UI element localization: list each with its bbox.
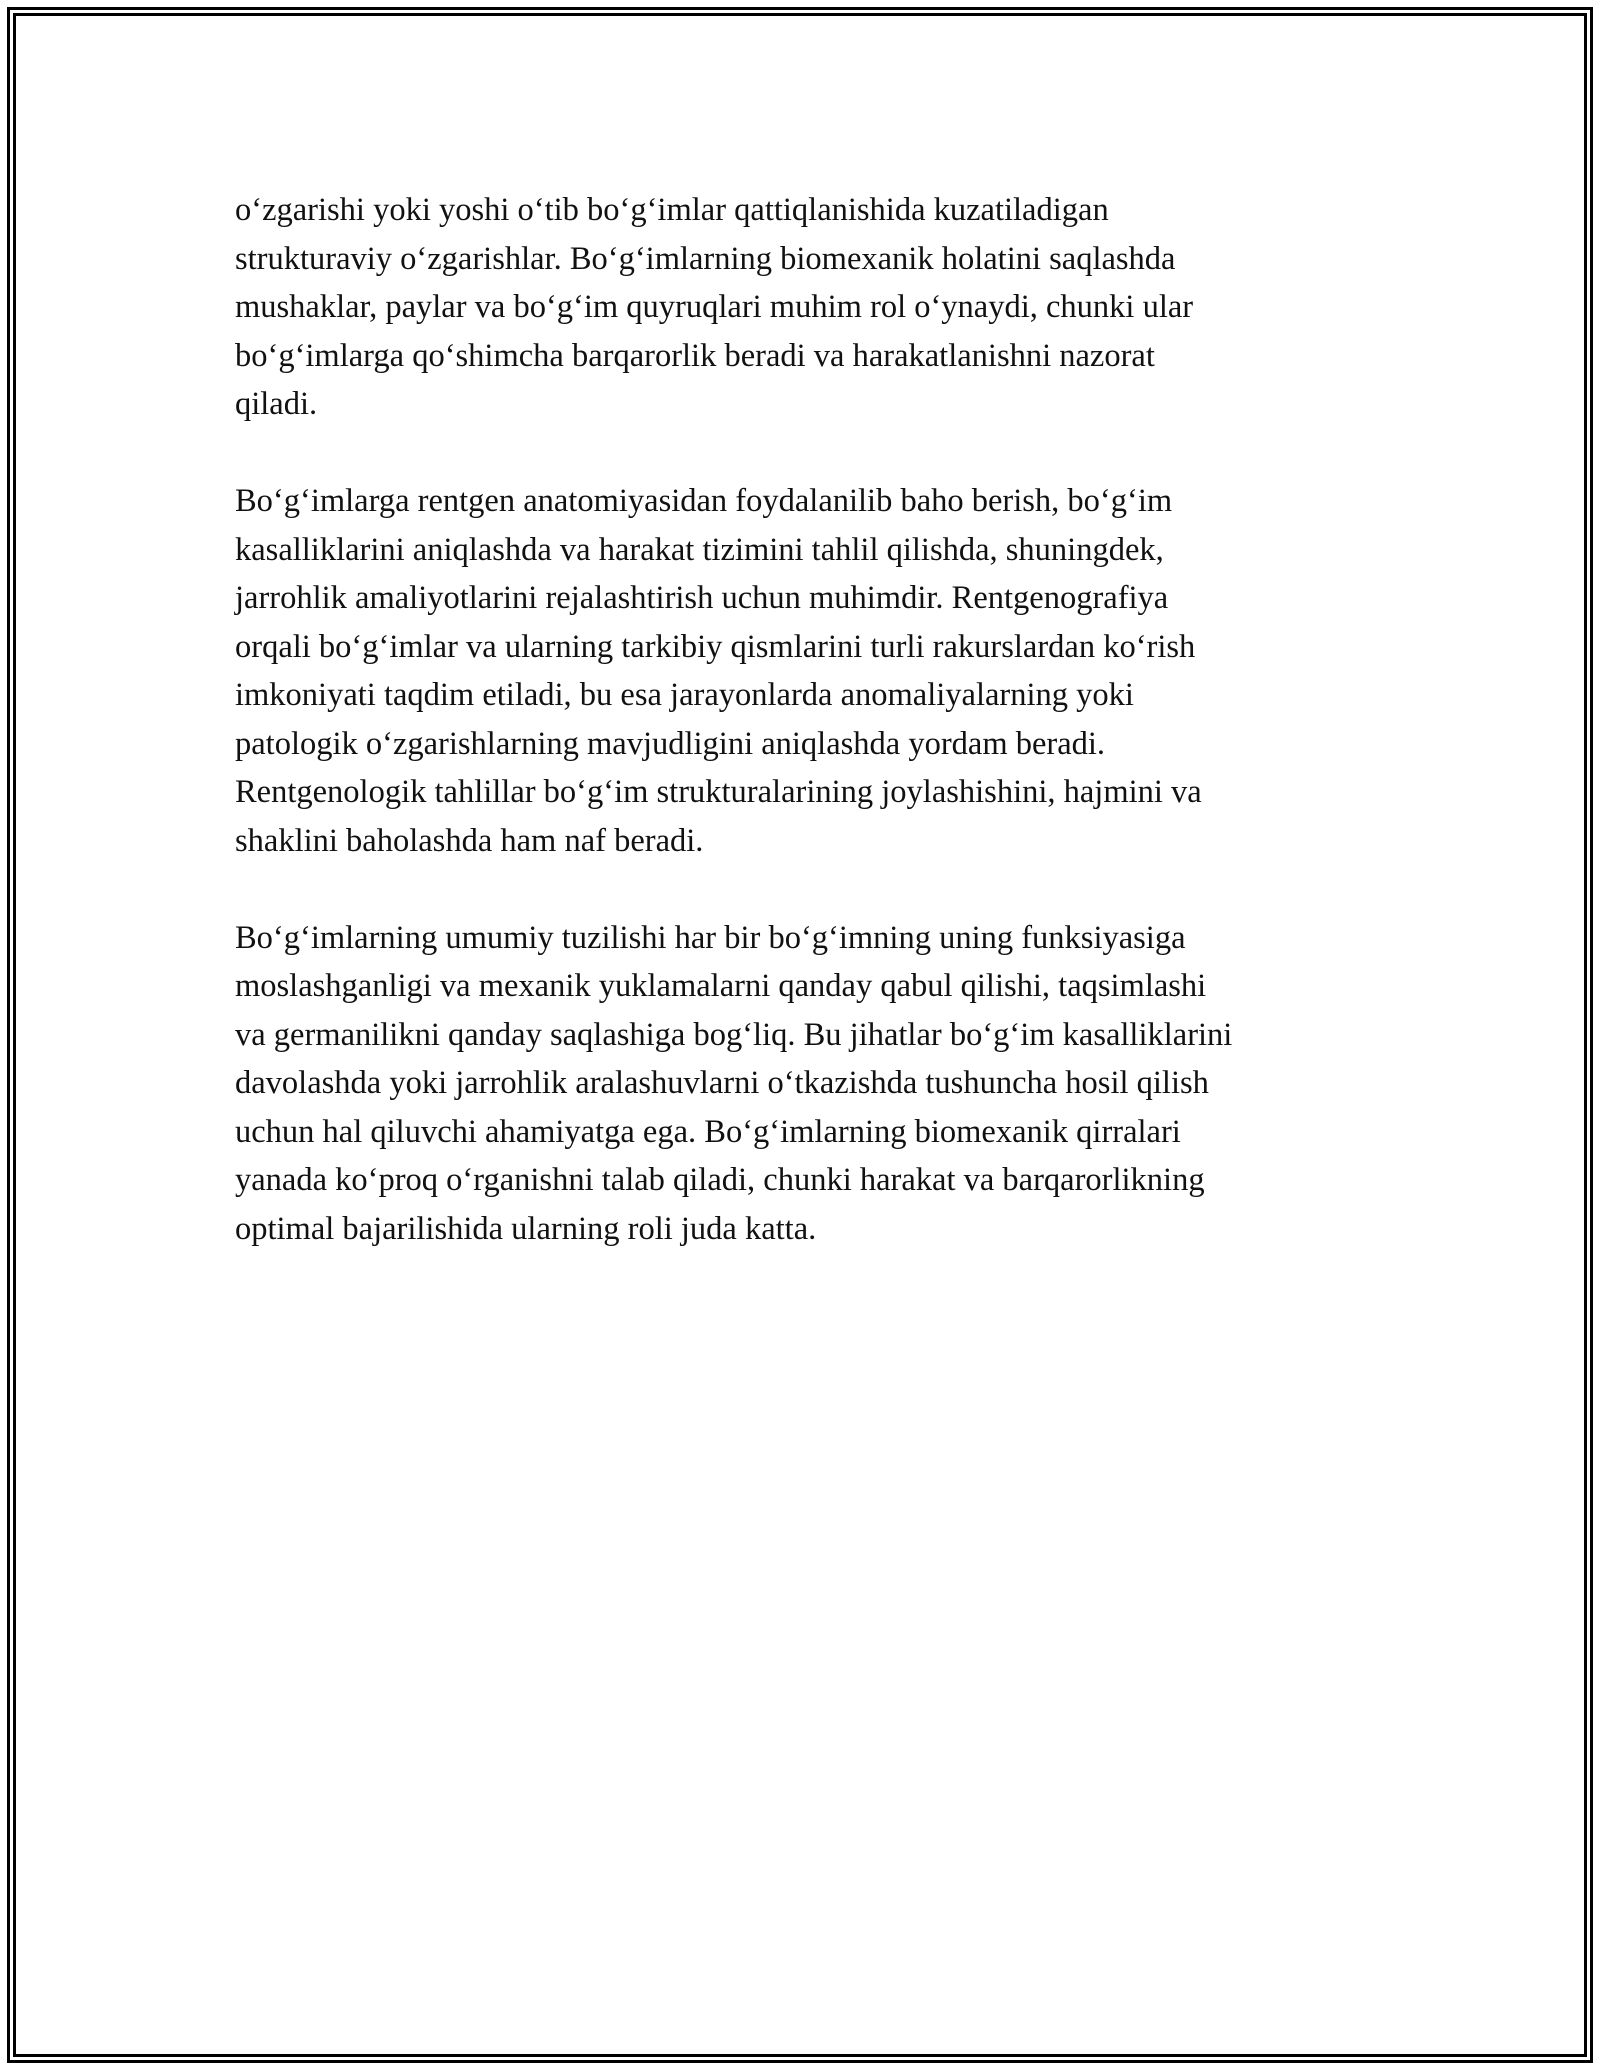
paragraph-3: Bo‘g‘imlarning umumiy tuzilishi har bir bo‘g‘imning uning funksiyasiga moslashganligi va mexanik yuklamalarni qanday qabul qilishi, taqsimlashi va germanilikni qanday saqlashiga bog‘liq. Bu jihatlar bo‘g‘im kasalliklarini davolashda yoki jarrohlik aralashuvlarni o‘tkazishda tushuncha hosil qilish uchun hal qiluvchi ahamiyatga ega. Bo‘g‘imlarning biomexanik qirralari yanada ko‘proq o‘rganishni talab qiladi, chunki harakat va barqarorlikning optimal bajarilishida ularning roli juda katta. [235, 919, 1233, 1247]
document-body [235, 186, 1365, 1302]
paragraph-2: Bo‘g‘imlarga rentgen anatomiyasidan foydalanilib baho berish, bo‘g‘im kasalliklarini aniqlashda va harakat tizimini tahlil qilishda, shuningdek, jarrohlik amaliyotlarini rejalashtirish uchun muhimdir. Rentgenografiya orqali bo‘g‘imlar va ularning tarkibiy qismlarini turli rakurslardan ko‘rish imkoniyati taqdim etiladi, bu esa jarayonlarda anomaliyalarning yoki patologik o‘zgarishlarning mavjudligini aniqlashda yordam beradi. Rentgenologik tahlillar bo‘g‘im strukturalarining joylashishini, hajmini va shaklini baholashda ham naf beradi. [235, 483, 1202, 859]
paragraph-1: o‘zgarishi yoki yoshi o‘tib bo‘g‘imlar qattiqlanishida kuzatiladigan strukturaviy o‘zgarishlar. Bo‘g‘imlarning biomexanik holatini saqlashda mushaklar, paylar va bo‘g‘im quyruqlari muhim rol o‘ynaydi, chunki ular bo‘g‘imlarga qo‘shimcha barqarorlik beradi va harakatlanishni nazorat qiladi. [235, 192, 1194, 422]
